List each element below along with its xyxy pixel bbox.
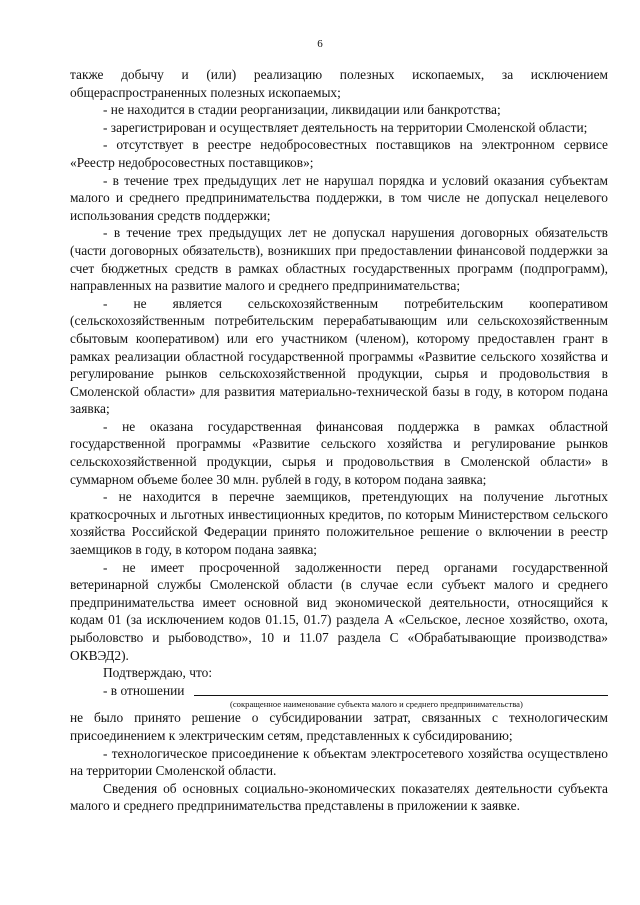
paragraph: - в течение трех предыдущих лет не нарушал порядка и условий оказания субъектам малого и среднего предпринимательства поддержки, в том числе не допускал нецелевого использования средств поддержки; [70, 172, 608, 223]
paragraph: - не оказана государственная финансовая поддержка в рамках областной государственной программы «Развитие сельского хозяйства и регулирование рынков сельскохозяйственной продукции, сырья и продовольствия в Смоленской области» в суммарном объеме более 30 млн. рублей в году, в котором подана заявка; [70, 418, 608, 487]
paragraph: - технологическое присоединение к объектам электросетевого хозяйства осуществлено на территории Смоленской области. [70, 745, 608, 779]
paragraph: - зарегистрирован и осуществляет деятельность на территории Смоленской области; [103, 119, 588, 135]
paragraph: - отсутствует в реестре недобросовестных поставщиков на электронном сервисе «Реестр недобросовестных поставщиков»; [70, 137, 608, 170]
paragraph-group-bottom [70, 709, 608, 815]
paragraph: не было принято решение о субсидировании затрат, связанных с технологическим присоединением к электрическим сетям, представленных к субсидированию; [70, 710, 608, 743]
paragraph: - в течение трех предыдущих лет не допускал нарушения договорных обязательств (части договорных обязательств), возникших при предоставлении финансовой поддержки за счет бюджетных средств в рамках областных государственных программ (подпрограмм), направленных на развитие малого и среднего предпринимательства; [70, 225, 608, 294]
fill-in-label: - в отношении [103, 682, 185, 698]
fill-in-row [70, 682, 608, 700]
fill-in-blank-line[interactable] [194, 683, 608, 696]
fill-in-caption: (сокращенное наименование субъекта малого и среднего предпринимательства) [230, 699, 523, 710]
page-number: 6 [317, 38, 323, 50]
document-body [70, 66, 608, 815]
paragraph-group-top [70, 66, 608, 682]
paragraph: - не находится в стадии реорганизации, ликвидации или банкротства; [103, 102, 501, 118]
paragraph: Сведения об основных социально-экономических показателях деятельности субъекта малого и среднего предпринимательства представлены в приложении к заявке. [70, 780, 608, 814]
paragraph: - не находится в перечне заемщиков, претендующих на получение льготных краткосрочных и льготных инвестиционных кредитов, по которым Министерством сельского хозяйства Российской Федерации принято положительное решение о включении в реестр заемщиков в году, в котором подана заявка; [70, 489, 608, 558]
paragraph: также добычу и (или) реализацию полезных ископаемых, за исключением общераспространенных полезных ископаемых; [70, 67, 608, 100]
paragraph: Подтверждаю, что: [103, 665, 213, 681]
paragraph: - не имеет просроченной задолженности перед органами государственной ветеринарной службы Смоленской области (в случае если субъект малого и среднего предпринимательства имеет основной вид экономической деятельности, относящийся к кодам 01 (за исключением кодов 01.15, 01.7) раздела А «Сельское, лесное хозяйство, охота, рыболовство и рыбоводство», 10 и 11.07 раздела С «Обрабатывающие производства» ОКВЭД2). [70, 559, 608, 663]
paragraph: - не является сельскохозяйственным потребительским кооперативом (сельскохозяйственным потребительским перерабатывающим или сельскохозяйственным сбытовым кооперативом) или его участником (членом), которому предоставлен грант в рамках реализации областной государственной программы «Развитие сельского хозяйства и регулирование рынков сельскохозяйственной продукции, сырья и продовольствия в Смоленской области» для развития материально-технической базы в году, в котором подана заявка; [70, 295, 608, 417]
